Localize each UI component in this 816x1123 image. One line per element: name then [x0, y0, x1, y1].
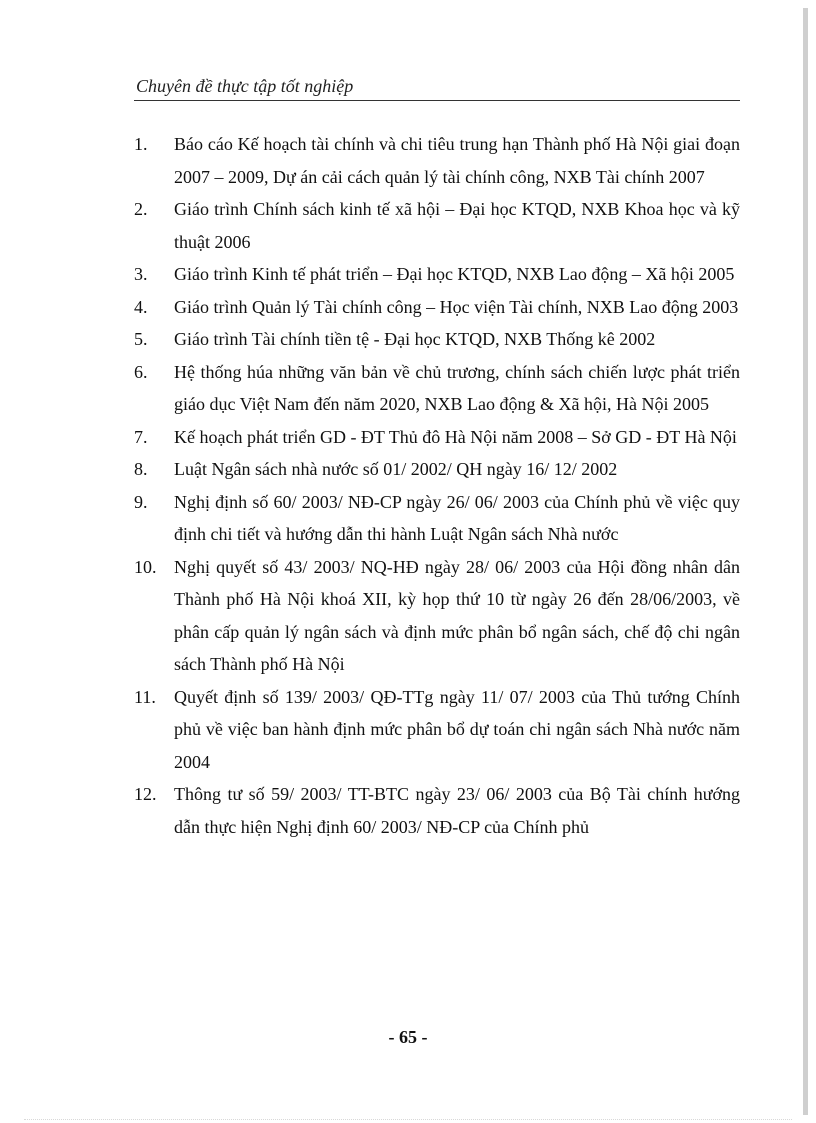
- reference-item: [134, 291, 740, 324]
- reference-number: 11.: [134, 686, 156, 707]
- reference-number: 7.: [134, 426, 148, 447]
- reference-number: 5.: [134, 329, 148, 349]
- reference-text: Thông tư số 59/ 2003/ TT-BTC ngày 23/ 06/ 2003 của Bộ Tài chính hướng dẫn thực hiện Nghị định 60/ 2003/ NĐ-CP của Chính phủ: [174, 784, 740, 837]
- reference-item: [134, 193, 740, 258]
- page-number: - 65 -: [388, 1027, 428, 1047]
- reference-item: [134, 258, 740, 291]
- reference-item: [134, 356, 740, 421]
- reference-number: 12.: [134, 784, 157, 804]
- header-title: Chuyên đề thực tập tốt nghiệp: [136, 76, 354, 96]
- reference-list: [134, 128, 740, 843]
- reference-item: [134, 128, 740, 193]
- reference-number: 6.: [134, 361, 148, 382]
- reference-text: Nghị quyết số 43/ 2003/ NQ-HĐ ngày 28/ 06/ 2003 của Hội đồng nhân dân Thành phố Hà Nội khoá XII, kỳ họp thứ 10 từ ngày 26 đến 28/06/2003, về phân cấp quản lý ngân sách và định mức phân bổ ngân sách, chế độ chi ngân sách Thành phố Hà Nội: [174, 556, 740, 674]
- reference-number: 8.: [134, 459, 148, 479]
- reference-number: 1.: [134, 134, 148, 154]
- reference-text: Giáo trình Tài chính tiền tệ - Đại học KTQD, NXB Thống kê 2002: [174, 329, 656, 349]
- reference-item: [134, 778, 740, 843]
- reference-item: [134, 486, 740, 551]
- reference-item: [134, 421, 740, 454]
- reference-item: [134, 323, 740, 356]
- reference-text: Quyết định số 139/ 2003/ QĐ-TTg ngày 11/ 07/ 2003 của Thủ tướng Chính phủ về việc ban hành định mức phân bổ dự toán chi ngân sách Nhà nước năm 2004: [174, 686, 740, 772]
- reference-text: Giáo trình Quản lý Tài chính công – Học viện Tài chính, NXB Lao động 2003: [174, 296, 739, 317]
- reference-number: 3.: [134, 264, 148, 284]
- reference-text: Kế hoạch phát triển GD - ĐT Thủ đô Hà Nội năm 2008 – Sở GD - ĐT Hà Nội: [174, 426, 737, 447]
- reference-text: Báo cáo Kế hoạch tài chính và chi tiêu trung hạn Thành phố Hà Nội giai đoạn 2007 – 2009, Dự án cải cách quản lý tài chính công, NXB Tài chính 2007: [174, 134, 740, 187]
- reference-number: 2.: [134, 199, 148, 219]
- reference-number: 4.: [134, 296, 148, 317]
- reference-item: [134, 453, 740, 486]
- reference-number: 9.: [134, 491, 148, 512]
- reference-text: Giáo trình Chính sách kinh tế xã hội – Đại học KTQD, NXB Khoa học và kỹ thuật 2006: [174, 199, 740, 252]
- reference-item: [134, 551, 740, 681]
- reference-text: Nghị định số 60/ 2003/ NĐ-CP ngày 26/ 06/ 2003 của Chính phủ về việc quy định chi tiết và hướng dẫn thi hành Luật Ngân sách Nhà nước: [174, 491, 740, 544]
- reference-text: Hệ thống húa những văn bản về chủ trương, chính sách chiến lược phát triển giáo dục Việt Nam đến năm 2020, NXB Lao động & Xã hội, Hà Nội 2005: [174, 361, 740, 414]
- reference-number: 10.: [134, 556, 157, 577]
- reference-item: [134, 681, 740, 779]
- reference-text: Luật Ngân sách nhà nước số 01/ 2002/ QH ngày 16/ 12/ 2002: [174, 459, 618, 479]
- page-bottom-divider: [24, 1119, 792, 1120]
- reference-text: Giáo trình Kinh tế phát triển – Đại học KTQD, NXB Lao động – Xã hội 2005: [174, 264, 735, 284]
- header-divider: [134, 100, 740, 101]
